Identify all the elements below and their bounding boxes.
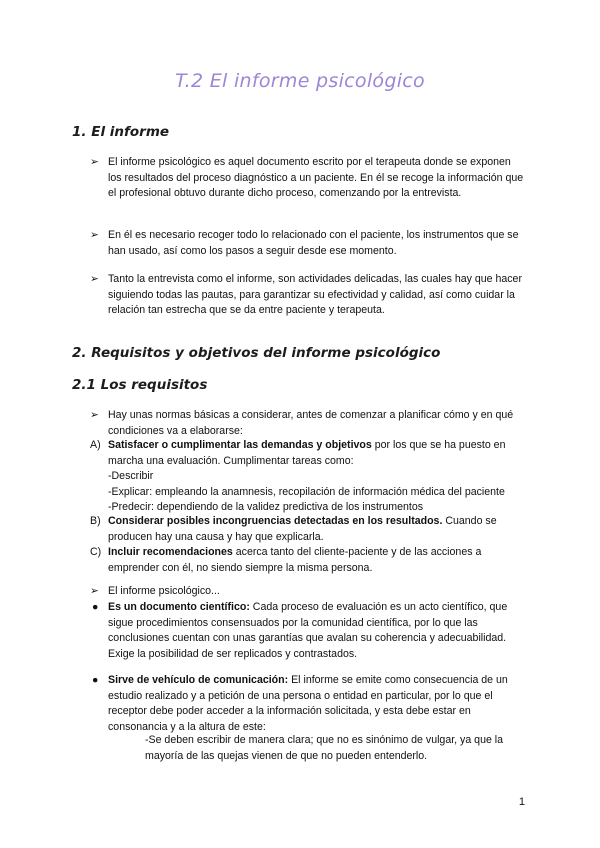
dot-item bbox=[108, 673, 528, 735]
task-item: -Predecir: dependiendo de la validez predictiva de los instrumentos bbox=[108, 501, 424, 514]
dot-bullet-icon: ● bbox=[92, 601, 99, 613]
intro-paragraph: Hay unas normas básicas a considerar, antes de comenzar a planificar cómo y en qué condiciones va a elaborarse: bbox=[108, 409, 514, 437]
arrow-bullet-icon: ➢ bbox=[90, 585, 99, 597]
section-heading-informe: 1. El informe bbox=[72, 124, 170, 140]
arrow-bullet-icon: ➢ bbox=[90, 409, 99, 421]
arrow-bullet-icon: ➢ bbox=[90, 229, 99, 241]
indented-note: -Se deben escribir de manera clara; que no es sinónimo de vulgar, ya que la mayoría de las quejas vienen de que no pueden entenderlo. bbox=[145, 734, 504, 762]
page-number: 1 bbox=[518, 796, 525, 808]
requirement-item bbox=[108, 438, 526, 469]
requirement-text: por los que se ha puesto en marcha una evaluación. Cumplimentar tareas como: bbox=[108, 439, 506, 467]
task-item: -Describir bbox=[108, 470, 154, 482]
task-item: -Explicar: empleando la anamnesis, recopilación de información médica del paciente bbox=[108, 485, 505, 498]
requirement-item bbox=[108, 514, 526, 545]
task-list bbox=[108, 469, 528, 516]
bullet-paragraph: Tanto la entrevista como el informe, son actividades delicadas, las cuales hay que hacer siguiendo todas las pautas, para garantizar su efectividad y calidad, así como cuidar la relación tan estrecha que se da entre paciente y terapeuta. bbox=[108, 273, 522, 317]
informe-intro: El informe psicológico... bbox=[108, 585, 220, 597]
list-letter: C) bbox=[90, 546, 102, 558]
requirement-text: acerca tanto del cliente-paciente y de las acciones a emprender con él, no siendo siempre la misma persona. bbox=[108, 546, 482, 574]
dot-item-bold: Es un documento científico: bbox=[108, 601, 250, 613]
dot-item-text: Cada proceso de evaluación es un acto científico, que sigue procedimientos consensuados por la comunidad científica, por lo que las conclusiones cuentan con unas garantías que avalan su coherencia y adecuabilidad. Exige la posibilidad de ser replicados y contrastados. bbox=[108, 601, 508, 660]
arrow-bullet-icon: ➢ bbox=[90, 273, 99, 285]
subsection-heading: 2.1 Los requisitos bbox=[72, 377, 208, 393]
requirement-item bbox=[108, 545, 526, 576]
bullet-paragraph: En él es necesario recoger todo lo relacionado con el paciente, los instrumentos que se han usado, así como los pasos a seguir desde ese momento. bbox=[108, 229, 519, 257]
dot-item-bold: Sirve de vehículo de comunicación: bbox=[108, 674, 289, 686]
dot-item-text: El informe se emite como consecuencia de un estudio realizado y a petición de una persona o entidad en particular, por lo que el receptor debe poder acceder a la información solicitada, y esta debe estar en consonancia y a la altura de este: bbox=[108, 674, 508, 733]
requirement-bold: Incluir recomendaciones bbox=[108, 546, 233, 558]
requirement-text: Cuando se producen hay una causa y hay que explicarla. bbox=[108, 515, 497, 543]
requirement-bold: Considerar posibles incongruencias detectadas en los resultados. bbox=[108, 515, 443, 527]
list-letter: A) bbox=[90, 439, 101, 451]
dot-bullet-icon: ● bbox=[92, 674, 99, 686]
requirement-bold: Satisfacer o cumplimentar las demandas y objetivos bbox=[108, 439, 372, 451]
dot-item bbox=[108, 600, 528, 662]
bullet-paragraph: El informe psicológico es aquel documento escrito por el terapeuta donde se exponen los resultados del proceso diagnóstico a un paciente. En él se recoge la información que el profesional obtuvo durante dicho proceso, comenzando por la entrevista. bbox=[108, 156, 524, 200]
section-heading-requisitos: 2. Requisitos y objetivos del informe psicológico bbox=[72, 345, 441, 361]
document-title: T.2 El informe psicológico bbox=[175, 70, 425, 92]
list-letter: B) bbox=[90, 515, 101, 527]
arrow-bullet-icon: ➢ bbox=[90, 156, 99, 168]
